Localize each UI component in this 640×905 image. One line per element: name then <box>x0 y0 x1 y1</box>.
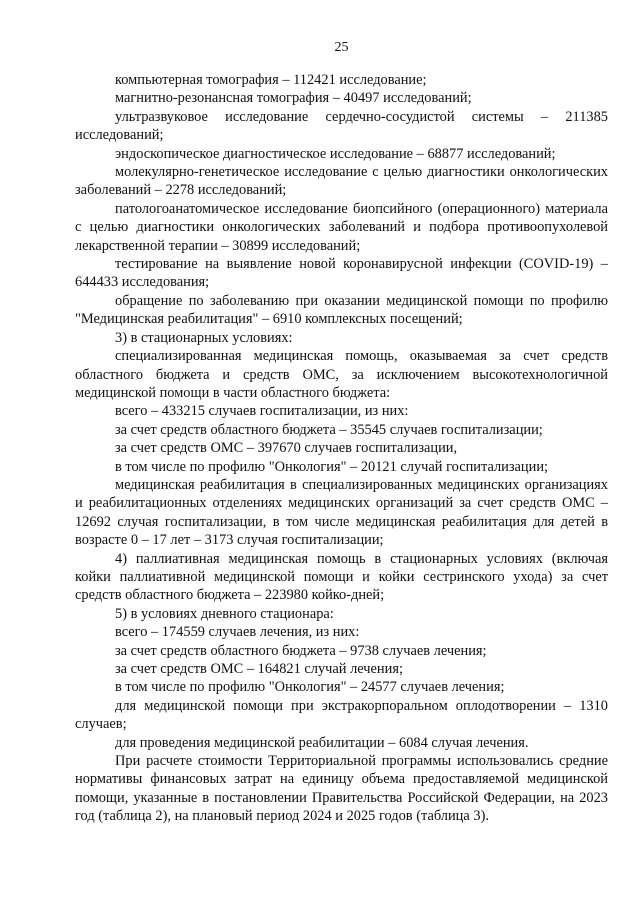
paragraph-inpatient-total: всего – 433215 случаев госпитализации, из них: <box>115 403 409 420</box>
paragraph-day-hospital-heading: 5) в условиях дневного стационара: <box>115 605 334 622</box>
paragraph-covid-testing: тестирование на выявление новой коронавирусной инфекции (COVID-19) – 644433 исследования; <box>75 256 608 291</box>
paragraph-inpatient-heading: 3) в стационарных условиях: <box>115 329 293 346</box>
paragraph-day-hospital-rehabilitation: для проведения медицинской реабилитации – 6084 случая лечения. <box>115 734 529 751</box>
paragraph-ivf: для медицинской помощи при экстракорпоральном оплодотворении – 1310 случаев; <box>75 697 608 733</box>
paragraph-specialized-care: специализированная медицинская помощь, оказываемая за счет средств областного бюджета и средств ОМС, за исключением высокотехнологичной медицинской помощи в части областного бюджета: <box>75 348 608 401</box>
page-number: 25 <box>334 40 349 55</box>
paragraph-day-hospital-oncology: в том числе по профилю "Онкология" – 24577 случаев лечения; <box>115 679 505 696</box>
paragraph-inpatient-oncology: в том числе по профилю "Онкология" – 20121 случай госпитализации; <box>115 458 549 475</box>
paragraph-inpatient-oms: за счет средств ОМС – 397670 случаев госпитализации, <box>115 440 458 457</box>
paragraph-ultrasound: ультразвуковое исследование сердечно-сосудистой системы – 211385 исследований; <box>75 108 608 144</box>
paragraph-pathology: патологоанатомическое исследование биопсийного (операционного) материала с целью диагностики онкологических заболеваний и подбора противоопухолевой лекарственной терапии – 30899 исследований; <box>75 200 608 254</box>
paragraph-cost-calculation: При расчете стоимости Территориальной программы использовались средние нормативы финансовых затрат на единицу объема предоставляемой медицинской помощи, указанные в постановлении Правительства Российской Федерации, на 2023 год (таблица 2), на плановый период 2024 и 2025 годов (таблица 3). <box>75 753 608 825</box>
paragraph-day-hospital-regional-budget: за счет средств областного бюджета – 9738 случаев лечения; <box>115 642 487 659</box>
paragraph-palliative-care: 4) паллиативная медицинская помощь в стационарных условиях (включая койки паллиативной медицинской помощи и койки сестринского ухода) за счет средств областного бюджета – 223980 койко-дней; <box>75 550 608 604</box>
paragraph-rehabilitation-visits: обращение по заболеванию при оказании медицинской помощи по профилю "Медицинская реабилитация" – 6910 комплексных посещений; <box>75 292 608 328</box>
paragraph-endoscopy: эндоскопическое диагностическое исследование – 68877 исследований; <box>115 145 556 162</box>
paragraph-ct: компьютерная томография – 112421 исследование; <box>115 72 427 88</box>
paragraph-mri: магнитно-резонансная томография – 40497 исследований; <box>115 90 472 107</box>
paragraph-molecular-genetic: молекулярно-генетическое исследование с целью диагностики онкологических заболеваний – 2278 исследований; <box>75 164 608 199</box>
paragraph-day-hospital-total: всего – 174559 случаев лечения, из них: <box>115 624 360 641</box>
paragraph-inpatient-rehabilitation: медицинская реабилитация в специализированных медицинских организациях и реабилитационных отделениях медицинских организаций за счет средств ОМС – 12692 случая госпитализации, в том числе медицинская реабилитация для детей в возрасте 0 – 17 лет – 3173 случая госпитализации; <box>75 476 608 549</box>
paragraph-inpatient-regional-budget: за счет средств областного бюджета – 35545 случаев госпитализации; <box>115 421 543 438</box>
document-body <box>75 71 608 826</box>
paragraph-day-hospital-oms: за счет средств ОМС – 164821 случай лечения; <box>115 661 403 677</box>
